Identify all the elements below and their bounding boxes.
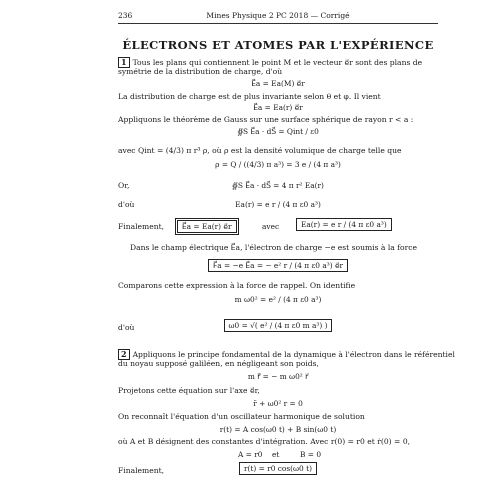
- equation-general-solution: r(t) = A cos(ω0 t) + B sin(ω0 t): [219, 425, 337, 434]
- equation-oscillator: r̈ + ω0² r = 0: [253, 399, 303, 408]
- part2-paragraph-2: Projetons cette équation sur l'axe e⃗r,: [118, 386, 260, 395]
- part2-paragraph-1-line-2: du noyau supposé galiléen, en négligeant son poids,: [118, 359, 319, 368]
- header-rule: [118, 23, 438, 24]
- part1-paragraph-5: Dans le champ électrique E⃗a, l'électron de charge −e est soumis à la force: [130, 243, 417, 252]
- boxed-result-field-vector: E⃗a = Ea(r) e⃗r: [175, 218, 239, 235]
- boxed-result-trajectory: r(t) = r0 cos(ω0 t): [118, 462, 438, 475]
- part1-label-dou-2: d'où: [118, 323, 135, 332]
- equation-field-symmetry: E⃗a = Ea(r) e⃗r: [253, 103, 303, 112]
- part1-paragraph-4: avec Qint = (4/3) π r³ ρ, où ρ est la densité volumique de charge telle que: [118, 146, 402, 155]
- part1-paragraph-2: La distribution de charge est de plus invariante selon θ et φ. Il vient: [118, 92, 381, 101]
- running-header: [118, 9, 438, 23]
- equation-avec: avec: [262, 222, 280, 231]
- part1-label-or: Or,: [118, 181, 130, 190]
- equation-dynamics: m r⃗̈ = − m ω0² r⃗: [247, 372, 309, 381]
- part1-paragraph-3: Appliquons le théorème de Gauss sur une surface sphérique de rayon r < a :: [118, 115, 414, 124]
- part1-paragraph-1-line-1: 1 Tous les plans qui contiennent le point M et le vecteur e⃗r sont des plans de: [118, 57, 422, 68]
- question-number-2: 2: [118, 349, 130, 360]
- part1-label-dou: d'où: [118, 200, 135, 209]
- section-title: ÉLECTRONS ET ATOMES PAR L'EXPÉRIENCE: [122, 38, 434, 52]
- equation-field-radial: E⃗a = Ea(M) e⃗r: [251, 79, 305, 88]
- equation-constant-a: A = r0: [238, 450, 263, 459]
- boxed-result-pulsation: ω0 = √( e² / (4 π ε0 m a³) ): [118, 319, 438, 332]
- part1-paragraph-6: Comparons cette expression à la force de rappel. On identifie: [118, 281, 356, 290]
- question-number-1: 1: [118, 57, 130, 68]
- part1-label-finalement: Finalement,: [118, 222, 165, 231]
- running-title: Mines Physique 2 PC 2018 — Corrigé: [206, 11, 350, 20]
- boxed-result-field-magnitude: Ea(r) = e r / (4 π ε0 a³): [296, 218, 392, 231]
- part1-paragraph-1-line-2: symétrie de la distribution de charge, d'où: [118, 67, 283, 76]
- page-number: 236: [118, 11, 133, 20]
- part2-paragraph-4: où A et B désignent des constantes d'intégration. Avec r(0) = r0 et ṙ(0) = 0,: [118, 437, 411, 446]
- part2-label-finalement: Finalement,: [118, 466, 165, 475]
- equation-et: et: [272, 450, 280, 459]
- equation-density: ρ = Q / ((4/3) π a³) = 3 e / (4 π a³): [215, 160, 341, 169]
- equation-constant-b: B = 0: [300, 450, 322, 459]
- boxed-result-force: F⃗a = −e E⃗a = − e² r / (4 π ε0 a³) e⃗r: [118, 259, 438, 272]
- equation-flux: ∯S E⃗a · dS⃗ = 4 π r² Ea(r): [232, 181, 324, 190]
- equation-identification: m ω0² = e² / (4 π ε0 a³): [234, 295, 322, 304]
- equation-gauss: ∯S E⃗a · dS⃗ = Qint / ε0: [237, 127, 319, 136]
- equation-field-magnitude: Ea(r) = e r / (4 π ε0 a³): [235, 200, 321, 209]
- part2-paragraph-1-line-1: 2 Appliquons le principe fondamental de la dynamique à l'électron dans le référentiel: [118, 349, 455, 360]
- part2-paragraph-3: On reconnaît l'équation d'un oscillateur harmonique de solution: [118, 412, 365, 421]
